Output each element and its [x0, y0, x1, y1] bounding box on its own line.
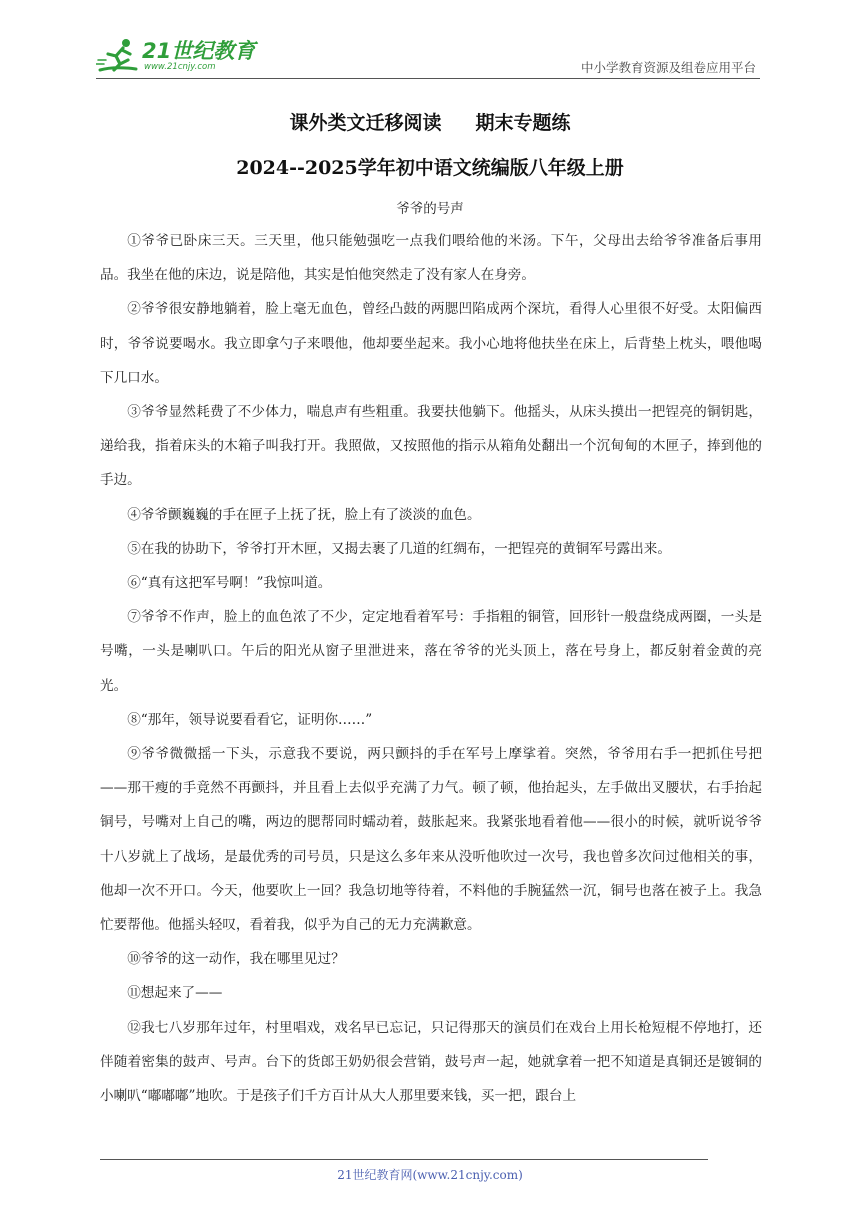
- header-divider: [96, 78, 760, 79]
- paragraph: ②爷爷很安静地躺着，脸上毫无血色，曾经凸鼓的两腮凹陷成两个深坑，看得人心里很不好受。太阳偏西时，爷爷说要喝水。我立即拿勺子来喂他，他却要坐起来。我小心地将他扶坐在床上，后背垫上枕头，喂他喝下几口水。: [100, 301, 762, 386]
- logo-url: www.21cnjy.com: [144, 62, 216, 72]
- site-logo: [96, 34, 255, 78]
- paragraph: ⑦爷爷不作声，脸上的血色浓了不少，定定地看着军号：手指粗的铜管，回形针一般盘绕成两圈，一头是号嘴，一头是喇叭口。午后的阳光从窗子里泄进来，落在爷爷的光头顶上，落在号身上，都反射着金黄的亮光。: [100, 609, 762, 694]
- paragraph: ⑫我七八岁那年过年，村里唱戏，戏名早已忘记，只记得那天的演员们在戏台上用长枪短棍不停地打，还伴随着密集的鼓声、号声。台下的货郎王奶奶很会营销，鼓号声一起，她就拿着一把不知道是真铜还是镀铜的小喇叭“嘟嘟嘟”地吹。于是孩子们千方百计从大人那里要来钱，买一把，跟台上: [100, 1019, 762, 1105]
- paragraph: ⑨爷爷微微摇一下头，示意我不要说，两只颤抖的手在军号上摩挲着。突然，爷爷用右手一把抓住号把——那干瘦的手竟然不再颤抖，并且看上去似乎充满了力气。顿了顿，他抬起头，左手做出叉腰状，右手抬起铜号，号嘴对上自己的嘴，两边的腮帮同时蠕动着，鼓胀起来。我紧张地看着他——很小的时候，就听说爷爷十八岁就上了战场，是最优秀的司号员，只是这么多年来从没听他吹过一次号，我也曾多次问过他相关的事，他却一次不开口。今天，他要吹上一回？我急切地等待着，不料他的手腕猛然一沉，铜号也落在被子上。我急忙要帮他。他摇头轻叹，看着我，似乎为自己的无力充满歉意。: [100, 746, 762, 934]
- runner-logo-icon: [96, 36, 140, 76]
- header-tagline: 中小学教育资源及组卷应用平台: [580, 60, 756, 75]
- paragraph: ①爷爷已卧床三天。三天里，他只能勉强吃一点我们喂给他的米汤。下午，父母出去给爷爷准备后事用品。我坐在他的床边，说是陪他，其实是怕他突然走了没有家人在身旁。: [100, 233, 762, 284]
- paragraph: ⑥“真有这把军号啊！”我惊叫道。: [127, 575, 332, 592]
- footer-divider: [100, 1159, 708, 1160]
- paragraph: ④爷爷颤巍巍的手在匣子上抚了抚，脸上有了淡淡的血色。: [127, 506, 481, 523]
- paragraph: ⑩爷爷的这一动作，我在哪里见过？: [127, 951, 345, 968]
- logo-text: 21世纪教育: [142, 39, 256, 63]
- article-title: 爷爷的号声: [396, 201, 464, 217]
- title-part-1: 课外类文迁移阅读: [289, 112, 442, 134]
- paragraph: ③爷爷显然耗费了不少体力，喘息声有些粗重。我要扶他躺下。他摇头，从床头摸出一把锃亮的铜钥匙，递给我，指着床头的木箱子叫我打开。我照做，又按照他的指示从箱角处翻出一个沉甸甸的木匣子，捧到他的手边。: [100, 404, 762, 489]
- document-subtitle: 2024--2025学年初中语文统编版八年级上册: [236, 157, 624, 179]
- paragraph: ⑧“那年，领导说要看看它，证明你……”: [127, 711, 373, 728]
- document-title: [0, 108, 860, 135]
- paragraph: ⑪想起来了——: [127, 985, 223, 1002]
- paragraph: ⑤在我的协助下，爷爷打开木匣，又揭去裹了几道的红绸布，一把锃亮的黄铜军号露出来。: [127, 540, 671, 557]
- title-part-2: 期末专题练: [475, 112, 571, 134]
- page-footer: 21世纪教育网(www.21cnjy.com): [337, 1168, 523, 1182]
- article-body: [100, 224, 762, 1113]
- page-header: [96, 34, 760, 80]
